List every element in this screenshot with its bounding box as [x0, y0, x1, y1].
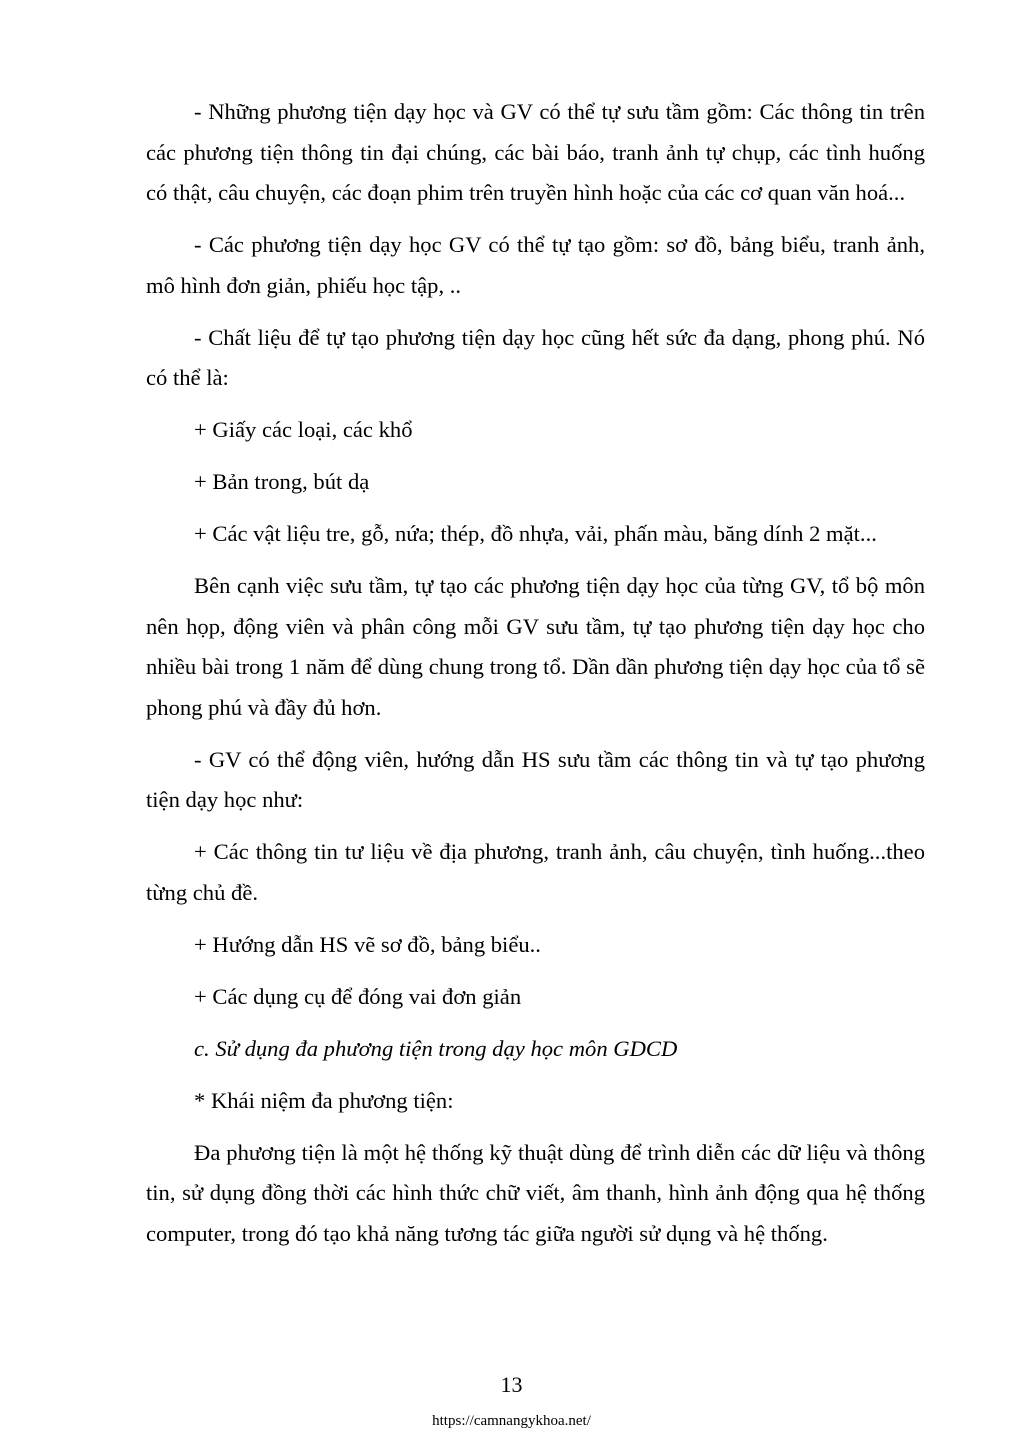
section-heading: c. Sử dụng đa phương tiện trong dạy học môn GDCD	[194, 1035, 678, 1061]
paragraph: - Chất liệu để tự tạo phương tiện dạy học cũng hết sức đa dạng, phong phú. Nó có thể là:	[146, 324, 925, 390]
paragraph: - Các phương tiện dạy học GV có thể tự tạo gồm: sơ đồ, bảng biểu, tranh ảnh, mô hình đơn giản, phiếu học tập, ..	[146, 232, 925, 298]
list-item: + Các vật liệu tre, gỗ, nứa; thép, đồ nhựa, vải, phấn màu, băng dính 2 mặt...	[194, 521, 877, 546]
paragraph: Bên cạnh việc sưu tầm, tự tạo các phương tiện dạy học của từng GV, tổ bộ môn nên họp, động viên và phân công mỗi GV sưu tầm, tự tạo phương tiện dạy học cho nhiều bài trong 1 năm để dùng chung trong tổ. Dần dần phương tiện dạy học của tổ sẽ phong phú và đầy đủ hơn.	[146, 573, 925, 720]
paragraph: - GV có thể động viên, hướng dẫn HS sưu tầm các thông tin và tự tạo phương tiện dạy học như:	[146, 746, 925, 812]
page-number: 13	[500, 1372, 523, 1397]
paragraph: Đa phương tiện là một hệ thống kỹ thuật dùng để trình diễn các dữ liệu và thông tin, sử dụng đồng thời các hình thức chữ viết, âm thanh, hình ảnh động qua hệ thống computer, trong đó tạo khả năng tương tác giữa người sử dụng và hệ thống.	[146, 1139, 925, 1246]
list-item: + Các dụng cụ để đóng vai đơn giản	[194, 983, 522, 1009]
page-content	[146, 92, 925, 1266]
paragraph: - Những phương tiện dạy học và GV có thể tự sưu tầm gồm: Các thông tin trên các phương tiện thông tin đại chúng, các bài báo, tranh ảnh tự chụp, các tình huống có thật, câu chuyện, các đoạn phim trên truyền hình hoặc của các cơ quan văn hoá...	[146, 99, 925, 205]
list-item: + Giấy các loại, các khổ	[194, 417, 413, 442]
subheading: * Khái niệm đa phương tiện:	[194, 1087, 454, 1113]
list-item: + Các thông tin tư liệu về địa phương, tranh ảnh, câu chuyện, tình huống...theo từng chủ đề.	[146, 839, 925, 905]
footer-url: https://camnangykhoa.net/	[432, 1413, 591, 1429]
list-item: + Hướng dẫn HS vẽ sơ đồ, bảng biểu..	[194, 931, 541, 957]
list-item: + Bản trong, bút dạ	[194, 469, 370, 494]
